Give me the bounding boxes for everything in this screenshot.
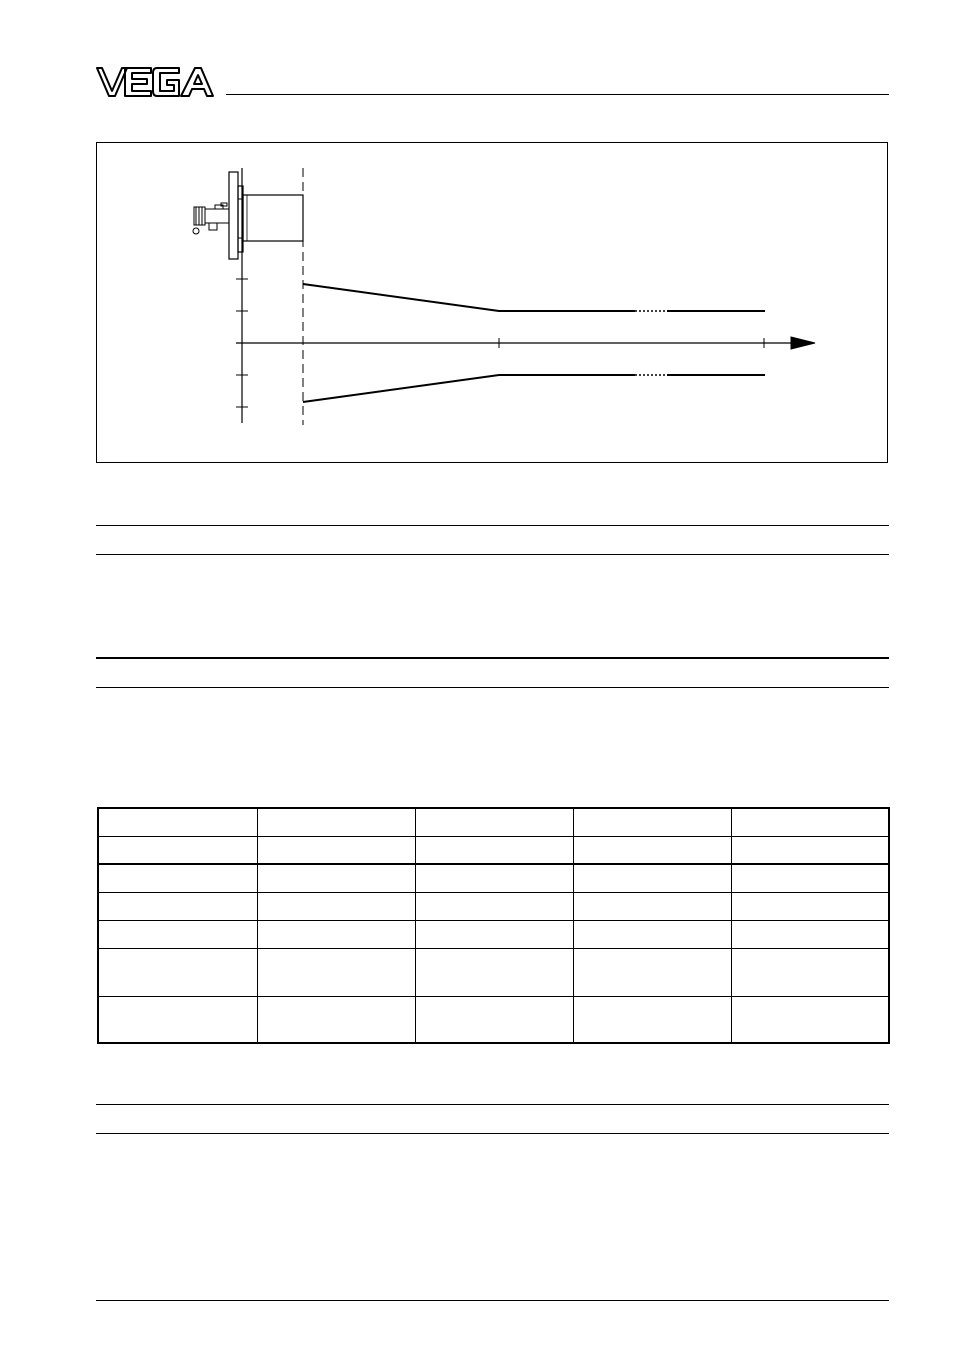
- table-cell: [257, 864, 415, 892]
- header-rule: [226, 94, 889, 95]
- upper-beam-line: [303, 284, 635, 311]
- table-cell: [415, 892, 573, 920]
- spec-table: [97, 807, 890, 1044]
- table-cell: [98, 808, 257, 836]
- section-rule-3-top: [96, 1104, 889, 1105]
- table-row: [98, 948, 889, 996]
- table-row: [98, 864, 889, 892]
- table-cell: [731, 996, 889, 1043]
- table-cell: [257, 996, 415, 1043]
- flange: [229, 172, 238, 259]
- table-cell: [731, 864, 889, 892]
- table-cell: [98, 836, 257, 864]
- sensor-housing: [193, 203, 229, 234]
- table-row: [98, 996, 889, 1043]
- table-cell: [731, 892, 889, 920]
- table-cell: [415, 836, 573, 864]
- table-cell: [415, 864, 573, 892]
- table-cell: [731, 808, 889, 836]
- table-cell: [573, 996, 731, 1043]
- table-cell: [573, 892, 731, 920]
- antenna-horn: [243, 195, 303, 241]
- table-cell: [257, 920, 415, 948]
- table-cell: [257, 808, 415, 836]
- table-cell: [98, 892, 257, 920]
- beam-diagram: [97, 143, 889, 464]
- table-row: [98, 808, 889, 836]
- table-cell: [257, 948, 415, 996]
- table-cell: [573, 920, 731, 948]
- lower-beam-line: [303, 375, 635, 402]
- table-cell: [573, 864, 731, 892]
- section-rule-2-bottom: [96, 687, 889, 688]
- table-cell: [731, 948, 889, 996]
- section-rule-2-top: [96, 657, 889, 659]
- section-rule-1-bottom: [96, 554, 889, 555]
- axis-arrow: [791, 337, 815, 349]
- table-cell: [98, 920, 257, 948]
- vega-logo: [95, 64, 215, 100]
- table-cell: [257, 836, 415, 864]
- table-cell: [415, 996, 573, 1043]
- table-cell: [415, 948, 573, 996]
- table-cell: [731, 920, 889, 948]
- table-row: [98, 920, 889, 948]
- table-cell: [98, 864, 257, 892]
- table-cell: [573, 808, 731, 836]
- figure-frame: [96, 142, 888, 463]
- table-cell: [98, 948, 257, 996]
- table-cell: [573, 836, 731, 864]
- table-cell: [415, 808, 573, 836]
- section-rule-1-top: [96, 525, 889, 526]
- table-row: [98, 892, 889, 920]
- table-row: [98, 836, 889, 864]
- table-cell: [98, 996, 257, 1043]
- section-rule-3-bottom: [96, 1133, 889, 1134]
- table-cell: [731, 836, 889, 864]
- table-cell: [573, 948, 731, 996]
- table-cell: [257, 892, 415, 920]
- table-cell: [415, 920, 573, 948]
- footer-rule: [96, 1300, 889, 1301]
